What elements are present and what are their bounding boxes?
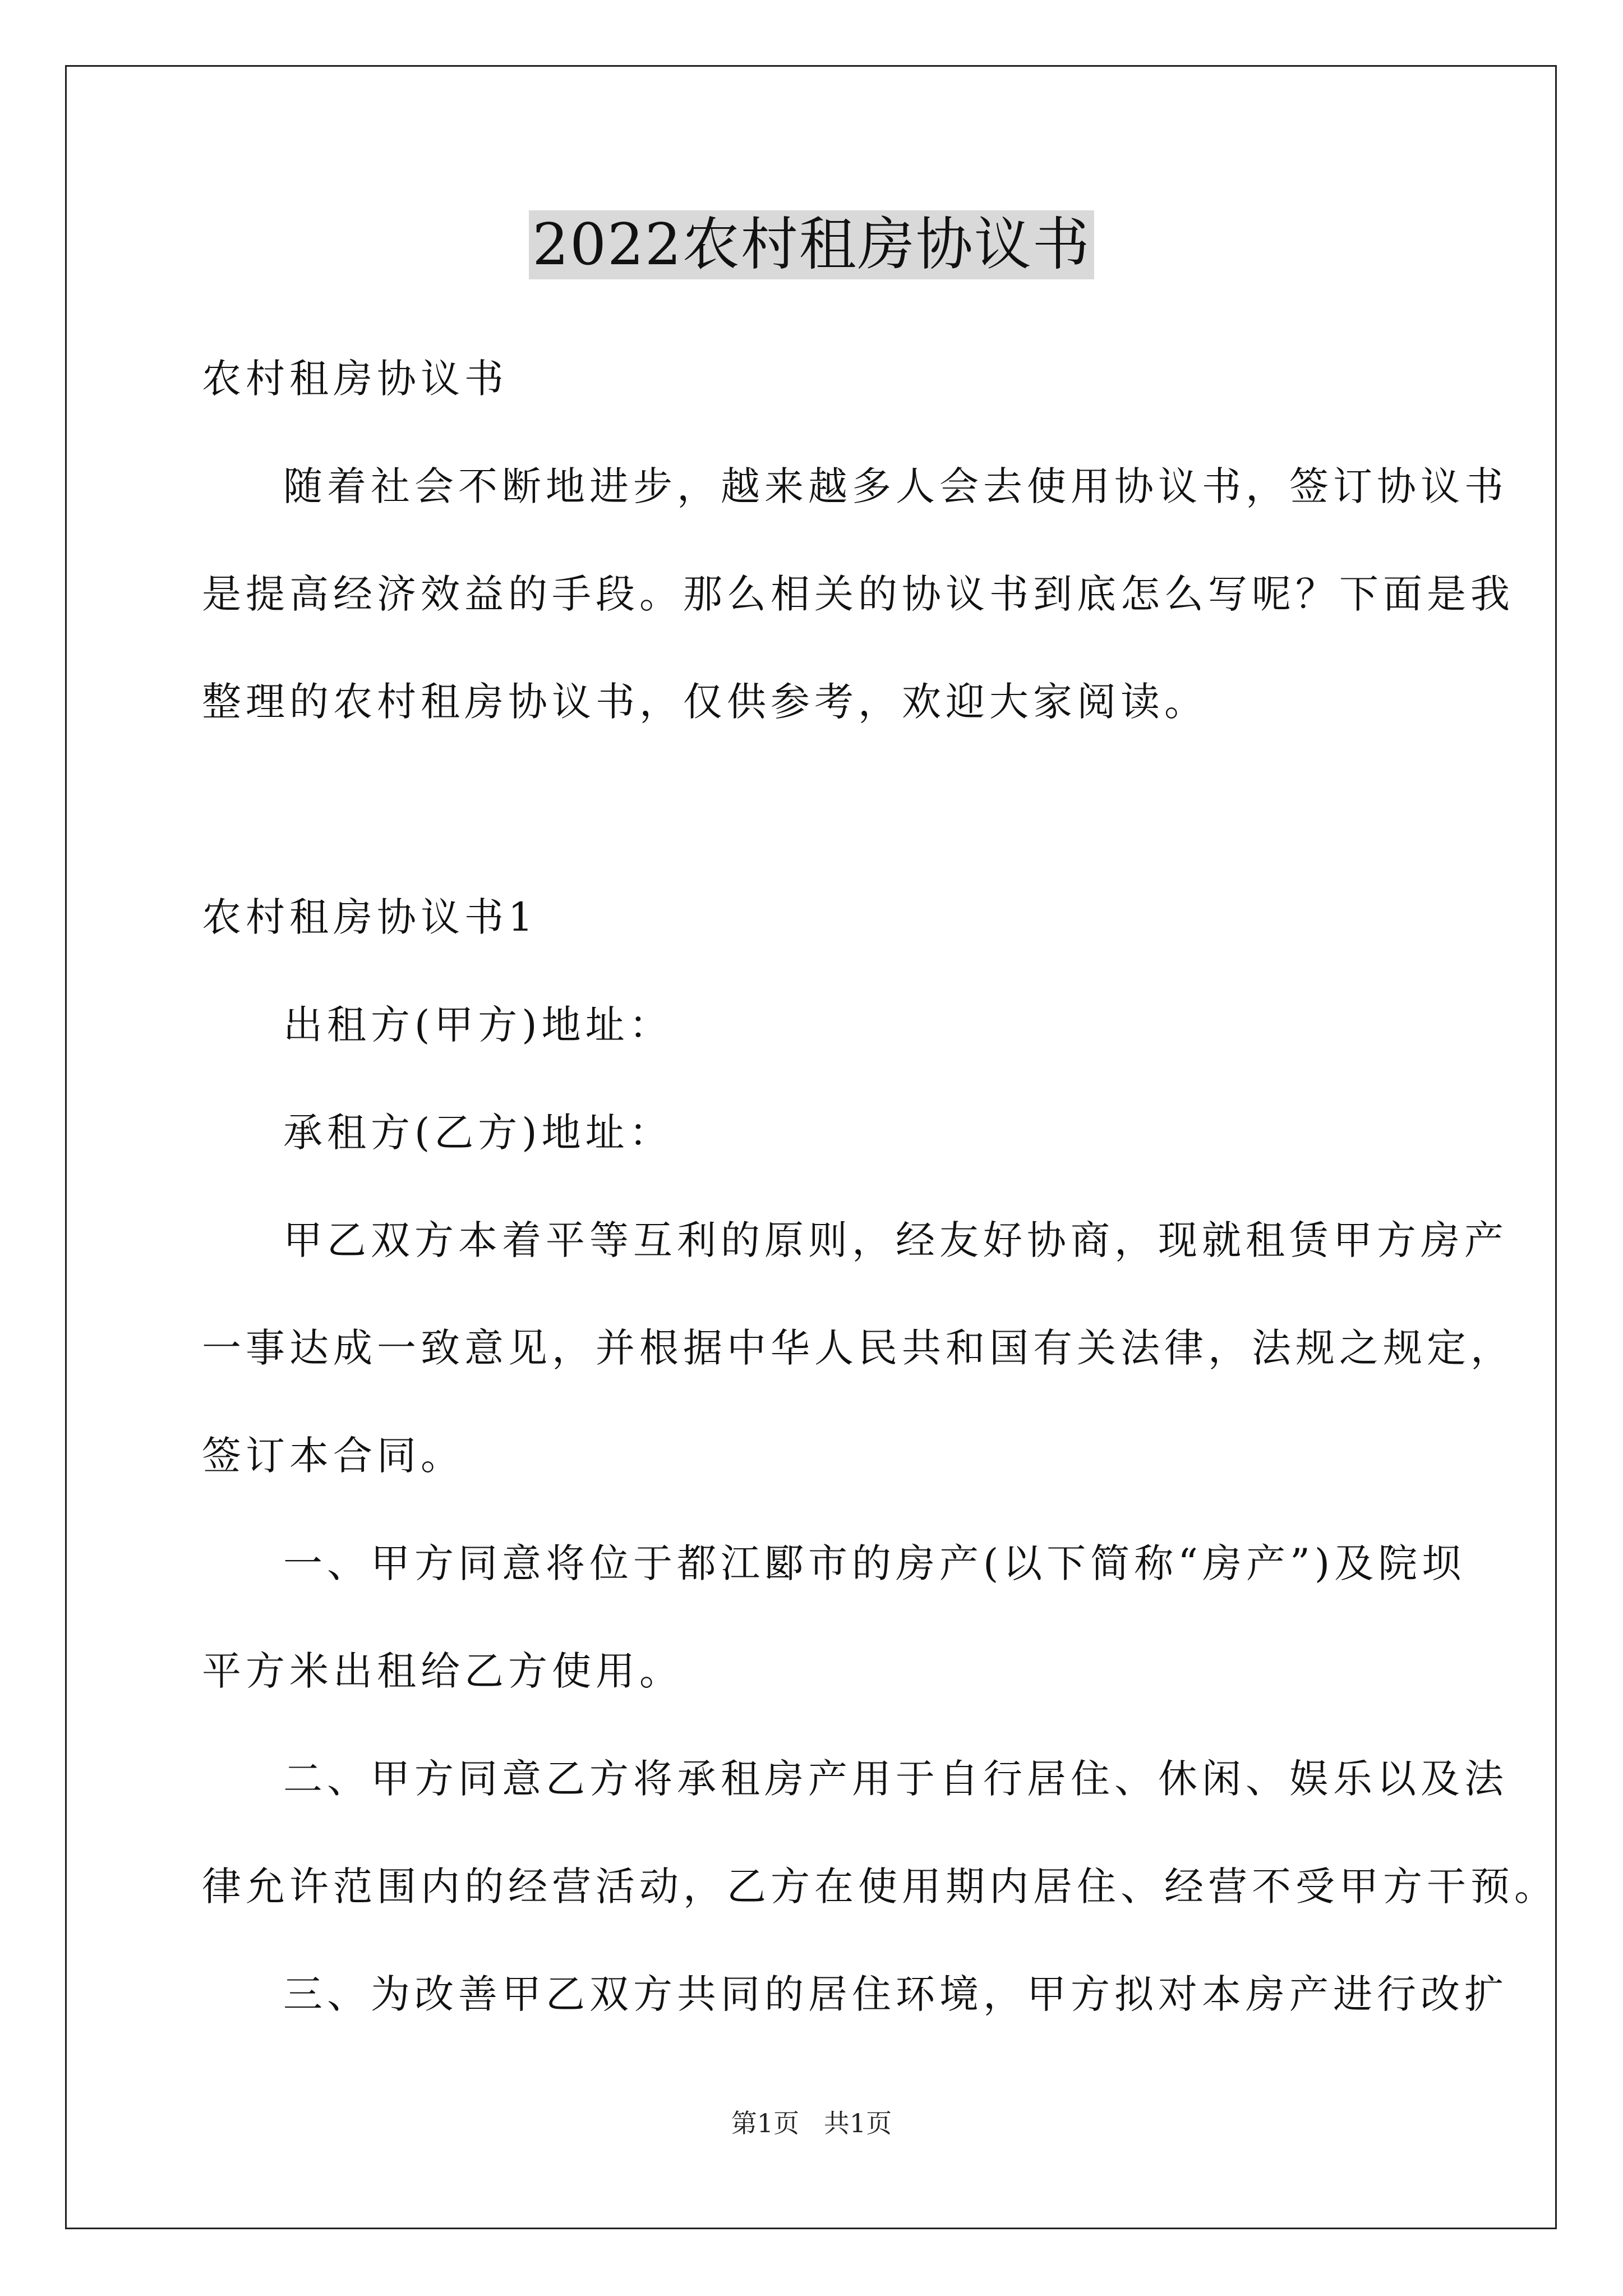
document-title-text: 2022农村租房协议书: [529, 210, 1094, 279]
clause-two-line: 二、甲方同意乙方将承租房产用于自行居住、休闲、娱乐以及法: [283, 1756, 1508, 1802]
intro-heading: 农村租房协议书: [202, 356, 508, 402]
lessor-address-line: 出租方(甲方)地址：: [283, 1002, 673, 1048]
document-title: [0, 209, 1623, 282]
clause-two-line: 律允许范围内的经营活动，乙方在使用期内居住、经营不受甲方干预。: [202, 1864, 1558, 1910]
paragraph-line: 整理的农村租房协议书，仅供参考，欢迎大家阅读。: [202, 679, 1208, 725]
paragraph-line: 签订本合同。: [202, 1433, 464, 1479]
paragraph-line: 随着社会不断地进步，越来越多人会去使用协议书，签订协议书: [283, 463, 1508, 509]
section-heading: 农村租房协议书1: [202, 894, 538, 940]
paragraph-line: 是提高经济效益的手段。那么相关的协议书到底怎么写呢？下面是我: [202, 571, 1514, 617]
paragraph-line: 甲乙双方本着平等互利的原则，经友好协商，现就租赁甲方房产: [283, 1217, 1508, 1263]
page-footer: 第1页 共1页: [731, 2108, 892, 2138]
clause-one-line: 一、甲方同意将位于都江郾市的房产(以下简称“房产”)及院坝: [283, 1540, 1466, 1586]
paragraph-line: 一事达成一致意见，并根据中华人民共和国有关法律，法规之规定，: [202, 1325, 1514, 1371]
clause-three-line: 三、为改善甲乙双方共同的居住环境，甲方拟对本房产进行改扩: [283, 1971, 1508, 2017]
clause-one-line: 平方米出租给乙方使用。: [202, 1648, 683, 1694]
lessee-address-line: 承租方(乙方)地址：: [283, 1110, 673, 1156]
